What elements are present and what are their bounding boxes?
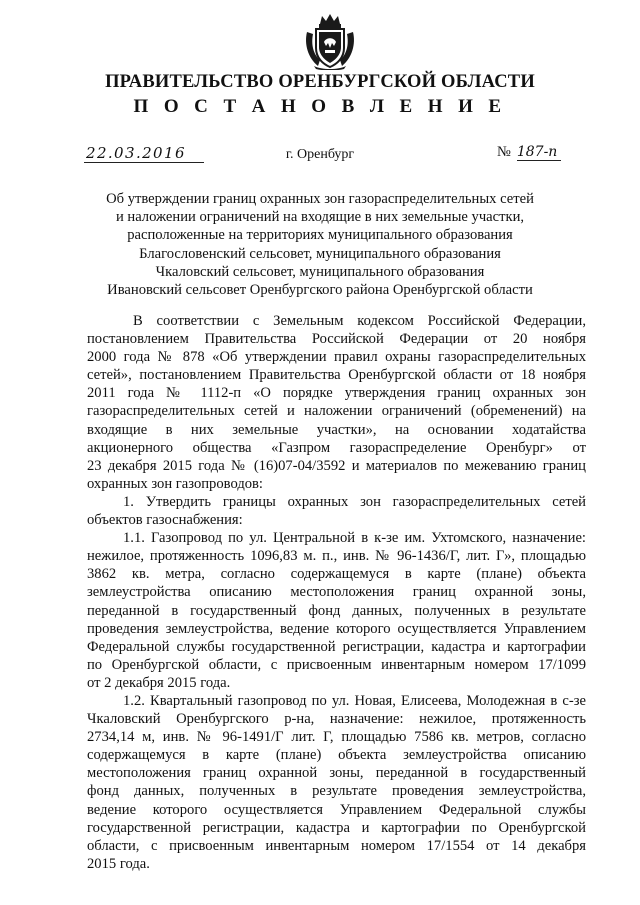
body-line: Чкаловский Оренбургского р-на, назначение: нежилое, протяженность [87,711,586,728]
document-body [87,312,586,873]
subject-line: Ивановский сельсовет Оренбургского района Оренбургской области [107,282,533,299]
body-line: содержащемуся в карте (плане) объекта землеустройства описанию [87,747,586,764]
document-subject [70,190,570,299]
subject-line: Чкаловский сельсовет, муниципального образования [155,263,485,280]
document-type-title: П О С Т А Н О В Л Е Н И Е [133,96,507,117]
subject-line: Благословенский сельсовет, муниципального образования [139,245,501,262]
body-line: постановлением Правительства Российской Федерации от 20 ноября [87,331,586,348]
item-1-1-paragraph [87,529,586,692]
body-line: объектов газоснабжения: [87,512,243,529]
body-line: охранных зон газопроводов: [87,475,263,492]
body-line: 2734,14 м, инв. № 96-1491/Г лит. Г, площадью 7586 кв. метров, согласно [87,729,586,746]
government-title: ПРАВИТЕЛЬСТВО ОРЕНБУРГСКОЙ ОБЛАСТИ [105,72,535,92]
body-line: государственной регистрации, кадастра и картографии по Оренбургской [87,819,586,836]
subject-line: и наложении ограничений на входящие в них земельные участки, [115,209,525,226]
body-line: землеустройства описанию местоположения границ охранной зоны, [87,584,586,601]
intro-paragraph [87,312,586,493]
body-line: Федеральной службы государственной регистрации, кадастра и картографии [87,638,586,655]
body-line: от 2 декабря 2015 года. [87,674,231,691]
body-line: 3862 кв. метра, согласно содержащемуся в карте (плане) объекта [87,566,586,583]
number-value: 187-п [517,144,561,161]
body-line: 1.1. Газопровод по ул. Центральной в к-зе им. Ухтомского, назначение: [123,530,586,547]
body-line: сетей», постановлением Правительства Оренбургской области от 18 ноября [87,367,586,384]
body-line: В соответствии с Земельным кодексом Российской Федерации, [133,313,586,329]
body-line: нежилое, протяженность 1096,83 м. п., инв. № 96-1436/Г, лит. Г», площадью [87,548,586,565]
body-line: местоположения границ охранной зоны, переданной в государственный [87,765,586,782]
document-number [497,144,575,161]
body-line: 23 декабря 2015 года № (16)07-04/3592 и материалов по межеванию границ [87,457,586,474]
item-1-2-paragraph [87,692,586,873]
body-line: проведения землеустройства, ведение которого осуществляется Управлением [87,620,586,637]
item-1-paragraph [87,493,586,529]
body-line: входящие в них земельные участки», на основании ходатайства [87,421,586,438]
body-line: газораспределительных сетей и наложении ограничений (обременений) на [87,403,586,420]
body-line: 2000 года № 878 «Об утверждении правил охраны газораспределительных [87,349,586,366]
subject-line: Об утверждении границ охранных зон газораспределительных сетей [106,191,534,207]
body-line: 2011 года № 1112-п «О порядке утверждения границ охранных зон [87,385,586,402]
document-date: 22.03.2016 [84,144,204,163]
body-line: переданной в государственный фонд данных, полученных в результате [87,602,586,619]
body-line: ведение которого осуществляется Управлением Федеральной службы [87,801,586,818]
body-line: фонд данных, полученных в результате проведения землеустройства, [87,783,586,800]
coat-of-arms-emblem [304,12,356,70]
number-sign: № [497,144,511,160]
subject-line: расположенные на территориях муниципального образования [127,227,513,244]
body-line: 1.2. Квартальный газопровод по ул. Новая, Елисеева, Молодежная в с-зе [123,692,586,709]
body-line: области, с присвоенным инвентарным номером 17/1554 от 14 декабря [87,837,586,854]
body-line: по Оренбургской области, с присвоенным инвентарным номером 17/1099 [87,656,586,673]
document-city: г. Оренбург [285,147,355,162]
body-line: 1. Утвердить границы охранных зон газораспределительных сетей [123,493,586,510]
document-meta-row [0,144,640,171]
body-line: 2015 года. [87,855,150,872]
body-line: акционерного общества «Газпром газораспределение Оренбург» от [87,439,586,456]
